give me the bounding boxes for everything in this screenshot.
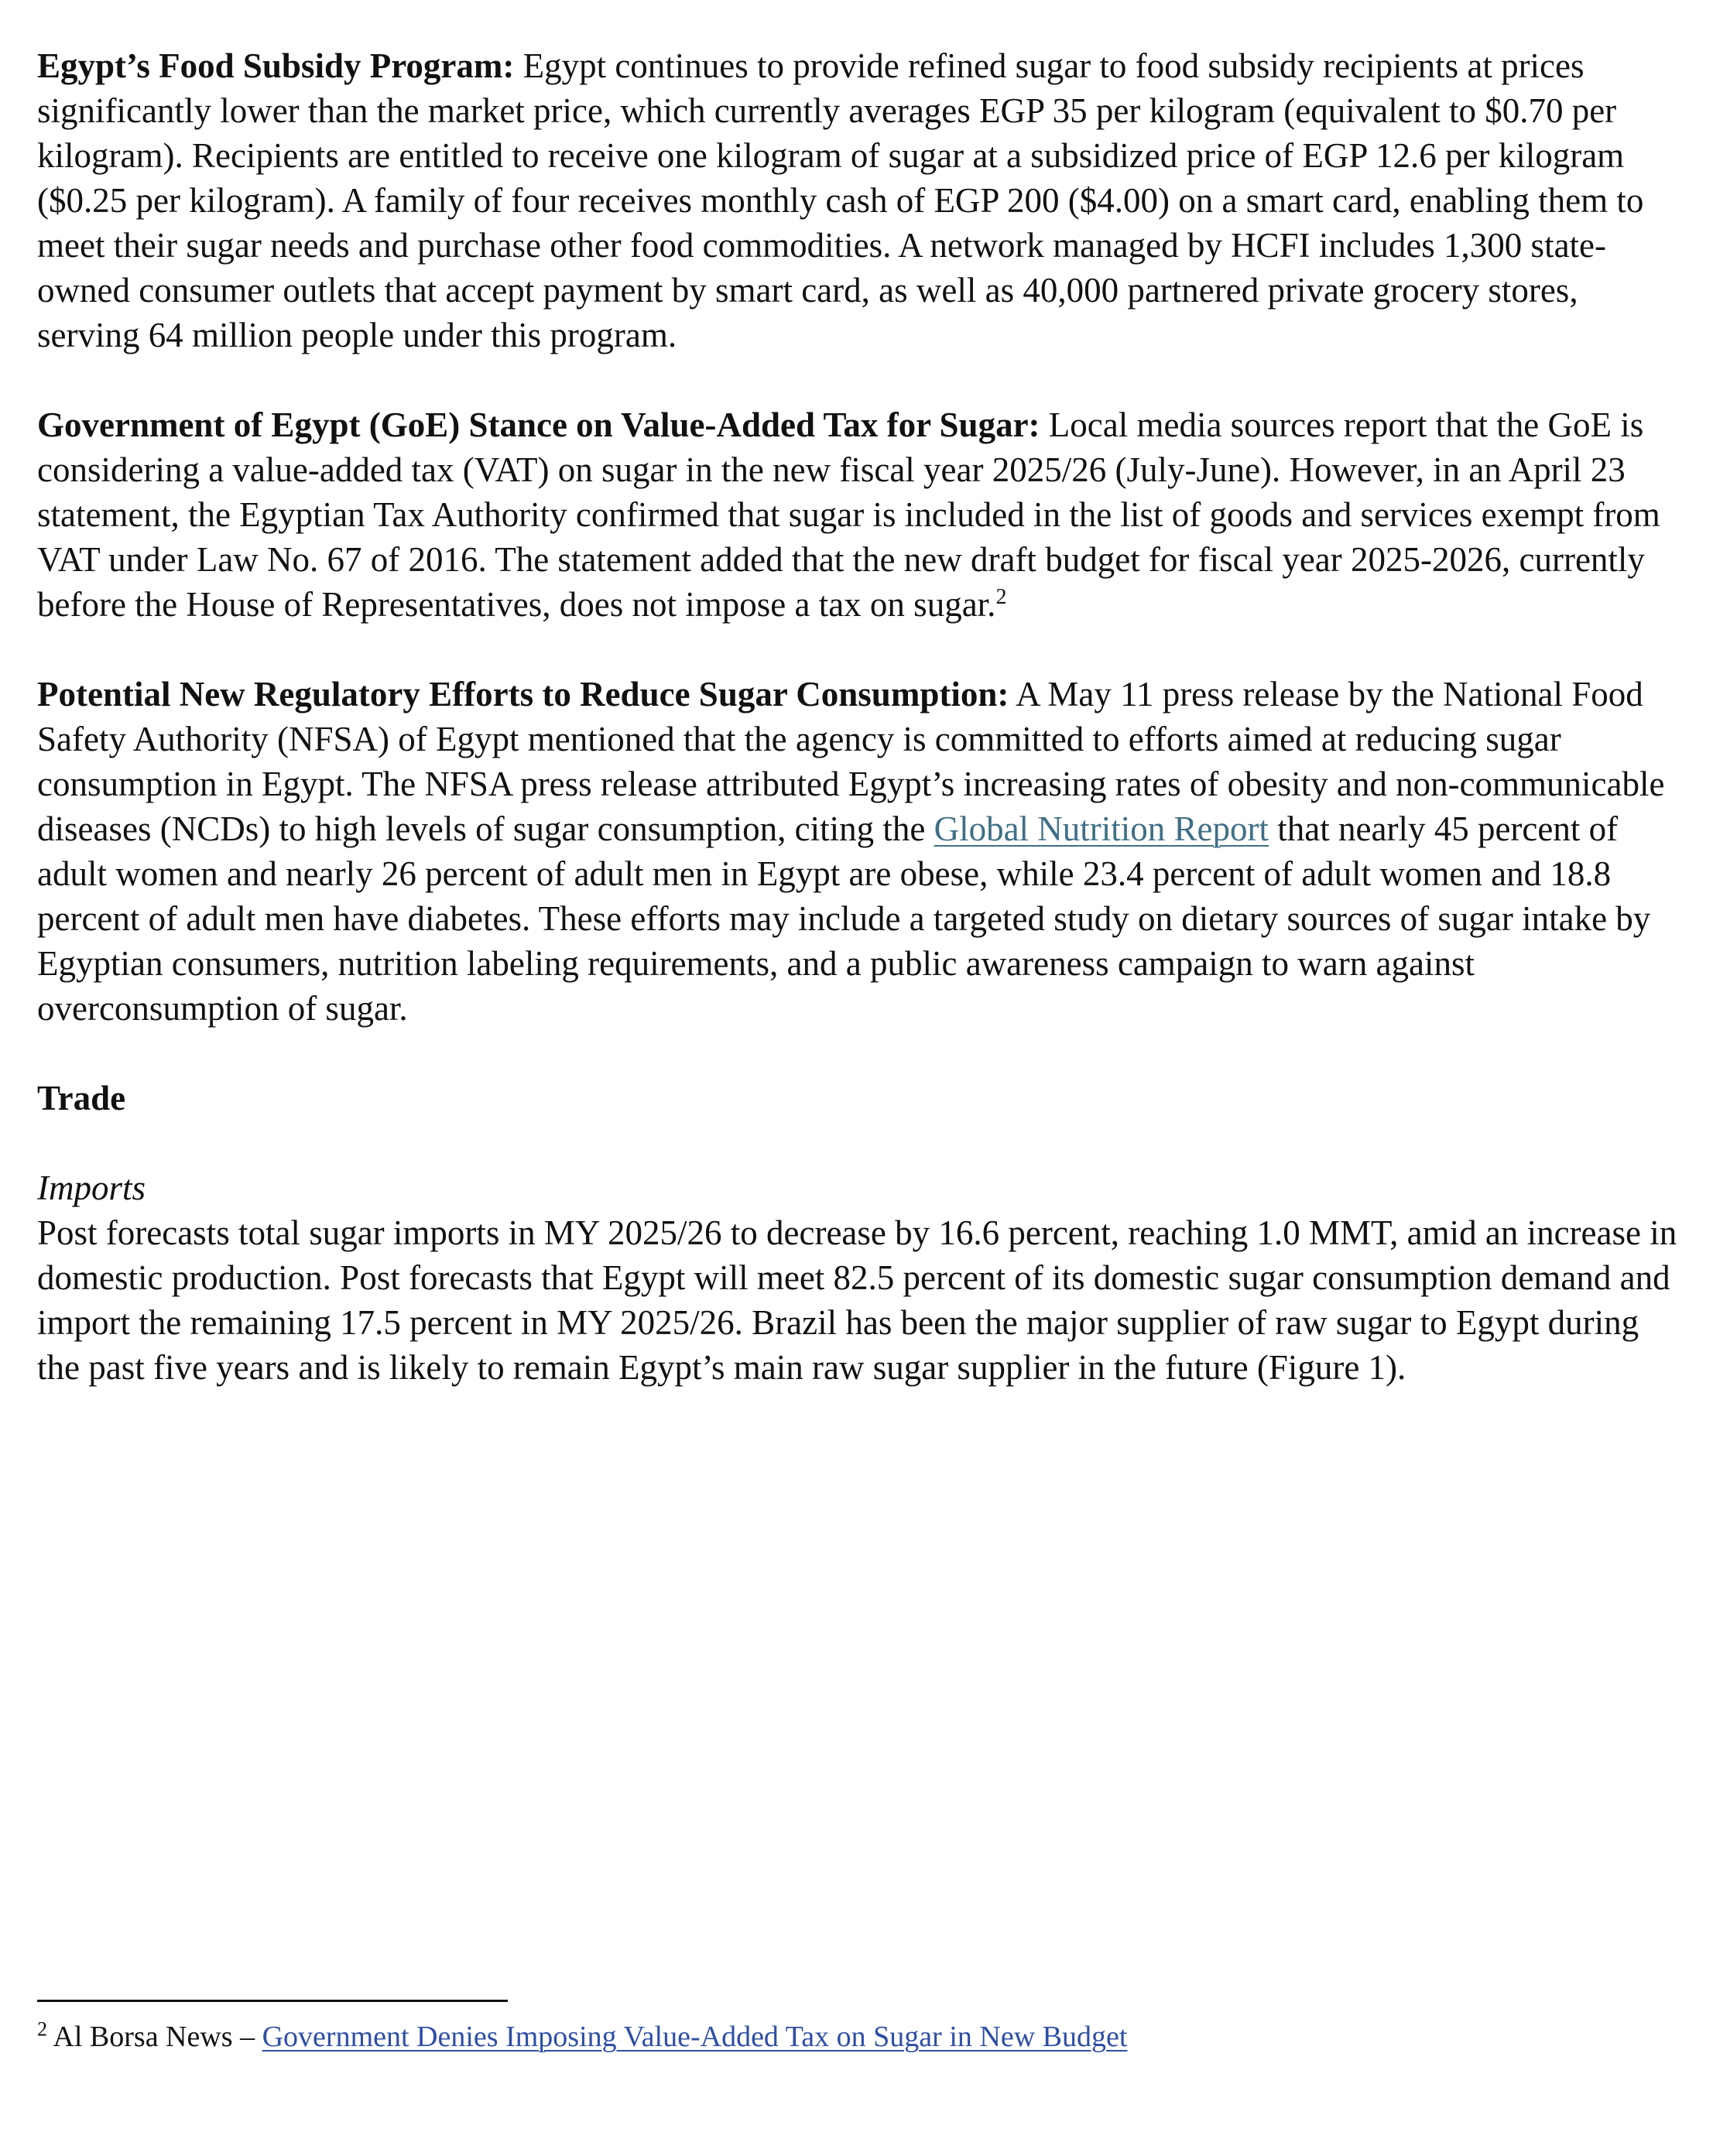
regulatory-text-part1: A May 11 press release by the National Food Safety Authority (NFSA) of Egypt mentioned that the agency is committed to efforts aimed at reducing sugar consumption in Egypt. The NFSA press release attributed Egypt’s increasing rates of obesity and non-communicable diseases (NCDs) to high levels of sugar consumption, citing the: [37, 675, 1665, 848]
regulatory-text-part2: that nearly 45 percent of adult women and nearly 26 percent of adult men in Egypt are obese, while 23.4 percent of adult women and 18.8 percent of adult men have diabetes. These efforts may include a targeted study on dietary sources of sugar intake by Egyptian consumers, nutrition labeling requirements, and a public awareness campaign to warn against overconsumption of sugar.: [37, 809, 1651, 1028]
vat-heading: Government of Egypt (GoE) Stance on Value-Added Tax for Sugar:: [37, 406, 1040, 444]
footnote-number: 2: [37, 2017, 47, 2041]
trade-section-heading: Trade: [37, 1079, 126, 1117]
regulatory-paragraph: [37, 672, 1686, 1031]
footnote-reference[interactable]: 2: [995, 585, 1007, 609]
footnote-divider: [37, 2000, 508, 2002]
global-nutrition-report-link[interactable]: Global Nutrition Report: [934, 809, 1269, 848]
food-subsidy-paragraph: [37, 43, 1686, 358]
vat-text: Local media sources report that the GoE is considering a value-added tax (VAT) on sugar in the new fiscal year 2025/26 (July-June). However, in an April 23 statement, the Egyptian Tax Authority confirmed that sugar is included in the list of goods and services exempt from VAT under Law No. 67 of 2016. The statement added that the new draft budget for fiscal year 2025-2026, currently before the House of Representatives, does not impose a tax on sugar.: [37, 406, 1660, 624]
footnote: [37, 2018, 1686, 2055]
document-body: [37, 43, 1686, 1390]
vat-paragraph: [37, 402, 1686, 627]
imports-subheading: Imports: [37, 1169, 146, 1207]
footnote-article-link[interactable]: Government Denies Imposing Value-Added Tax on Sugar in New Budget: [262, 2021, 1128, 2053]
regulatory-heading: Potential New Regulatory Efforts to Reduce Sugar Consumption:: [37, 675, 1009, 714]
food-subsidy-heading: Egypt’s Food Subsidy Program:: [37, 46, 515, 85]
imports-paragraph: Post forecasts total sugar imports in MY 2025/26 to decrease by 16.6 percent, reaching 1.0 MMT, amid an increase in domestic production. Post forecasts that Egypt will meet 82.5 percent of its domestic sugar consumption demand and import the remaining 17.5 percent in MY 2025/26. Brazil has been the major supplier of raw sugar to Egypt during the past five years and is likely to remain Egypt’s main raw sugar supplier in the future (Figure 1).: [37, 1213, 1677, 1387]
footnote-source: Al Borsa News –: [47, 2021, 262, 2053]
food-subsidy-text: Egypt continues to provide refined sugar to food subsidy recipients at prices significantly lower than the market price, which currently averages EGP 35 per kilogram (equivalent to $0.70 per kilogram). Recipients are entitled to receive one kilogram of sugar at a subsidized price of EGP 12.6 per kilogram ($0.25 per kilogram). A family of four receives monthly cash of EGP 200 ($4.00) on a smart card, enabling them to meet their sugar needs and purchase other food commodities. A network managed by HCFI includes 1,300 state-owned consumer outlets that accept payment by smart card, as well as 40,000 partnered private grocery stores, serving 64 million people under this program.: [37, 46, 1644, 354]
